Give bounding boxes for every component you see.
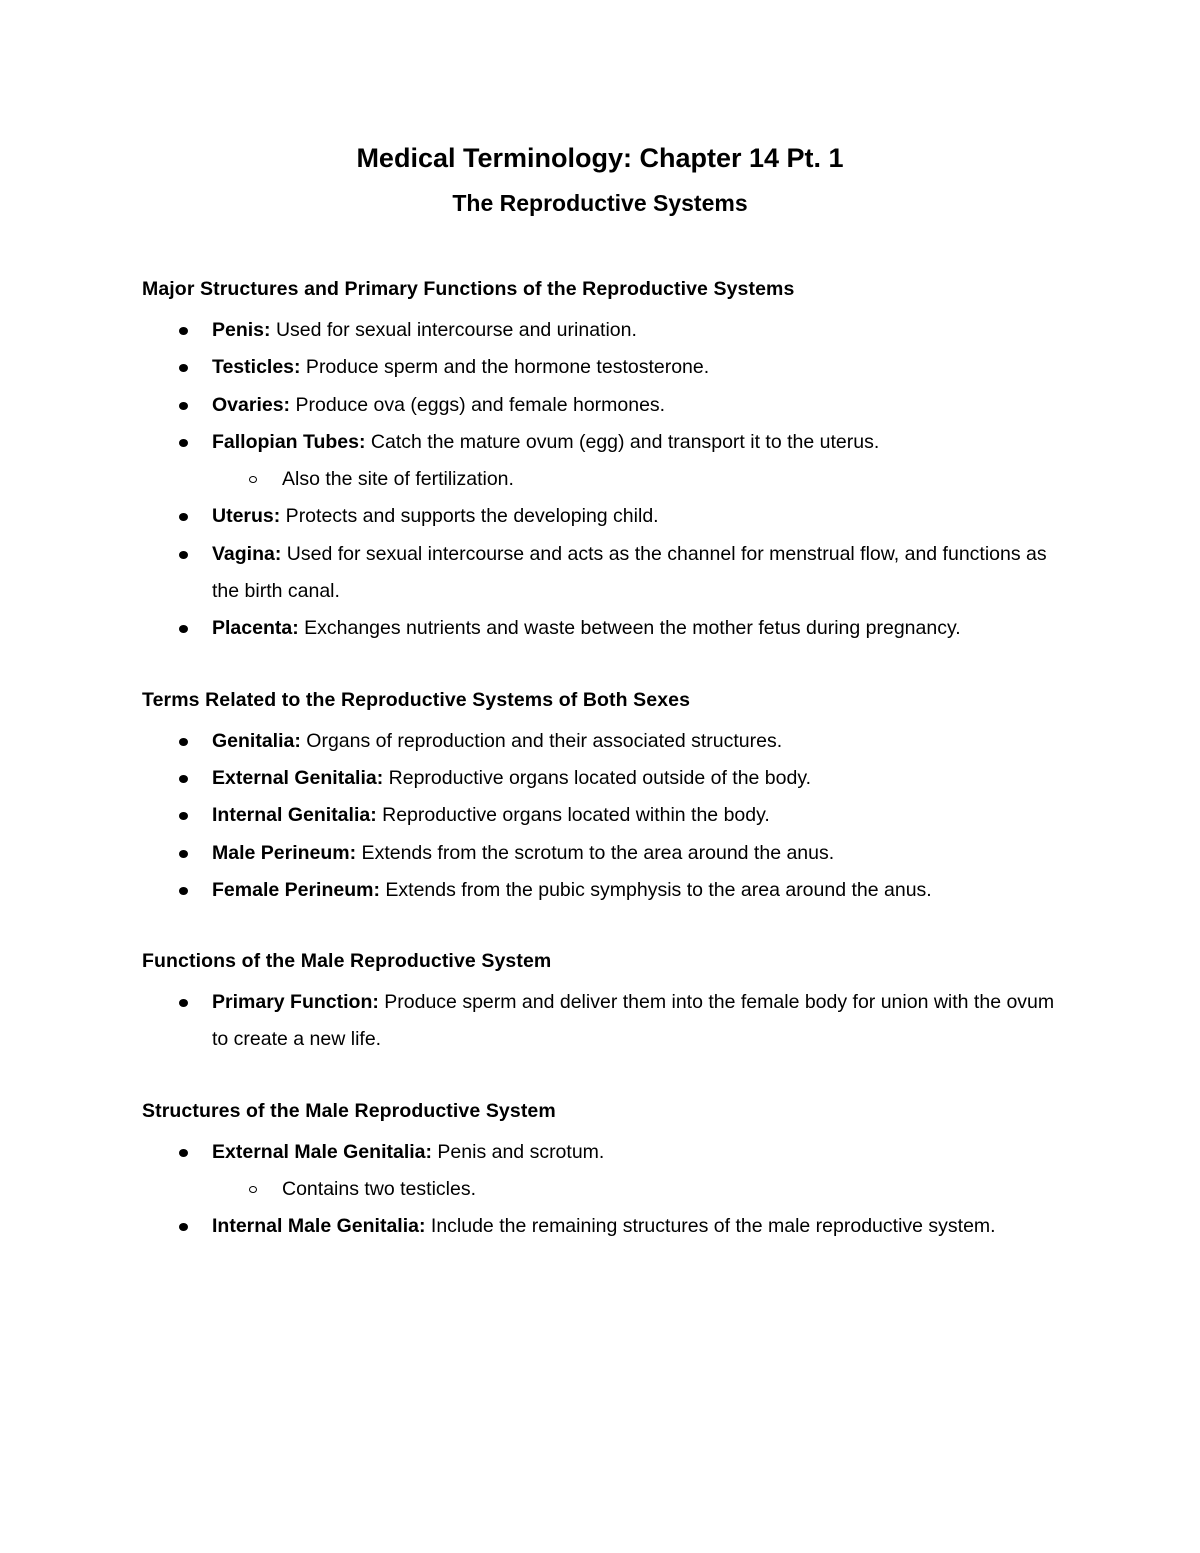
bullet-icon — [179, 1149, 188, 1157]
list-item-text: Reproductive organs located within the body. — [376, 804, 770, 827]
bullet-icon — [179, 887, 188, 895]
list-item-text: Produce sperm and deliver them into the female body for union with the ovum to create a new life. — [212, 991, 1055, 1051]
list-item-text: Used for sexual intercourse and acts as the channel for menstrual flow, and functions as the birth canal. — [212, 542, 1047, 603]
list-item-term: Vagina: — [212, 542, 282, 565]
bullet-icon — [179, 551, 188, 559]
sub-bullet-list — [212, 1171, 1062, 1208]
list-item — [142, 723, 1062, 760]
list-item-text: Include the remaining structures of the male reproductive system. — [425, 1215, 996, 1238]
list-item — [142, 760, 1062, 797]
hollow-bullet-icon — [249, 476, 257, 483]
list-item-text: Extends from the pubic symphysis to the area around the anus. — [379, 878, 932, 901]
section-heading: Major Structures and Primary Functions of the Reproductive Systems — [142, 278, 795, 300]
sub-list-item — [212, 1171, 1062, 1208]
list-item-text: Protects and supports the developing child. — [280, 505, 659, 528]
bullet-icon — [179, 738, 188, 746]
list-item-text: Extends from the scrotum to the area around the anus. — [356, 841, 835, 864]
list-item-text: Organs of reproduction and their associated structures. — [300, 729, 783, 752]
bullet-icon — [179, 625, 188, 633]
sub-list-item-text: Contains two testicles. — [282, 1178, 477, 1201]
list-item-term: External Genitalia: — [212, 766, 384, 789]
list-item-term: Ovaries: — [212, 393, 291, 416]
section — [142, 686, 1062, 909]
list-item-term: Uterus: — [212, 505, 281, 528]
list-item — [142, 984, 1062, 1059]
list-item — [142, 610, 1062, 647]
list-item — [142, 387, 1062, 424]
bullet-list — [142, 723, 1062, 909]
list-item — [142, 1208, 1062, 1245]
list-item — [142, 536, 1062, 611]
section-heading: Terms Related to the Reproductive Systems of Both Sexes — [142, 688, 691, 711]
list-item-term: Testicles: — [212, 356, 301, 379]
bullet-icon — [179, 402, 188, 410]
hollow-bullet-icon — [249, 1186, 257, 1193]
list-item-text: Exchanges nutrients and waste between the mother fetus during pregnancy. — [298, 617, 961, 640]
bullet-icon — [179, 513, 188, 521]
sub-bullet-list — [212, 461, 1062, 498]
list-item-term: Placenta: — [212, 617, 299, 640]
list-item-term: Internal Male Genitalia: — [212, 1215, 426, 1238]
bullet-icon — [179, 439, 188, 447]
section-heading: Functions of the Male Reproductive System — [142, 950, 552, 973]
section — [142, 275, 1062, 648]
section — [142, 1097, 1062, 1246]
list-item-text: Catch the mature ovum (egg) and transport it to the uterus. — [365, 430, 880, 453]
list-item-term: Penis: — [212, 319, 271, 341]
section — [142, 947, 1062, 1059]
list-item-text: Used for sexual intercourse and urination. — [270, 319, 637, 341]
sub-list-holder — [142, 1171, 1062, 1208]
list-item-term: Female Perineum: — [212, 878, 380, 901]
list-item-term: Genitalia: — [212, 729, 301, 752]
list-item-term: Internal Genitalia: — [212, 804, 377, 827]
document-body — [142, 275, 1062, 1284]
list-item — [142, 872, 1062, 909]
list-item-term: External Male Genitalia: — [212, 1140, 432, 1163]
list-item — [142, 424, 1062, 461]
bullet-list — [142, 312, 1062, 648]
sub-list-holder — [142, 461, 1062, 498]
document-subtitle: The Reproductive Systems — [452, 190, 748, 216]
bullet-icon — [179, 1223, 188, 1231]
section-heading: Structures of the Male Reproductive System — [142, 1099, 556, 1122]
list-item-term: Primary Function: — [212, 991, 379, 1014]
list-item — [142, 797, 1062, 834]
bullet-icon — [179, 812, 188, 820]
list-item — [142, 349, 1062, 386]
bullet-list — [142, 984, 1062, 1059]
list-item-text: Reproductive organs located outside of the body. — [383, 766, 812, 789]
bullet-list — [142, 1134, 1062, 1246]
sub-list-item-text: Also the site of fertilization. — [282, 468, 514, 491]
list-item — [142, 498, 1062, 535]
list-item-term: Fallopian Tubes: — [212, 430, 366, 453]
list-item-term: Male Perineum: — [212, 841, 357, 864]
bullet-icon — [179, 775, 188, 783]
bullet-icon — [179, 327, 188, 335]
list-item — [142, 1134, 1062, 1171]
document-title: Medical Terminology: Chapter 14 Pt. 1 — [356, 143, 844, 173]
list-item — [142, 312, 1062, 349]
list-item-text: Produce sperm and the hormone testosterone. — [300, 356, 710, 379]
list-item-text: Penis and scrotum. — [432, 1140, 605, 1163]
list-item-text: Produce ova (eggs) and female hormones. — [290, 393, 666, 416]
sub-list-item — [212, 461, 1062, 498]
bullet-icon — [179, 364, 188, 372]
list-item — [142, 835, 1062, 872]
bullet-icon — [179, 999, 188, 1007]
bullet-icon — [179, 850, 188, 858]
